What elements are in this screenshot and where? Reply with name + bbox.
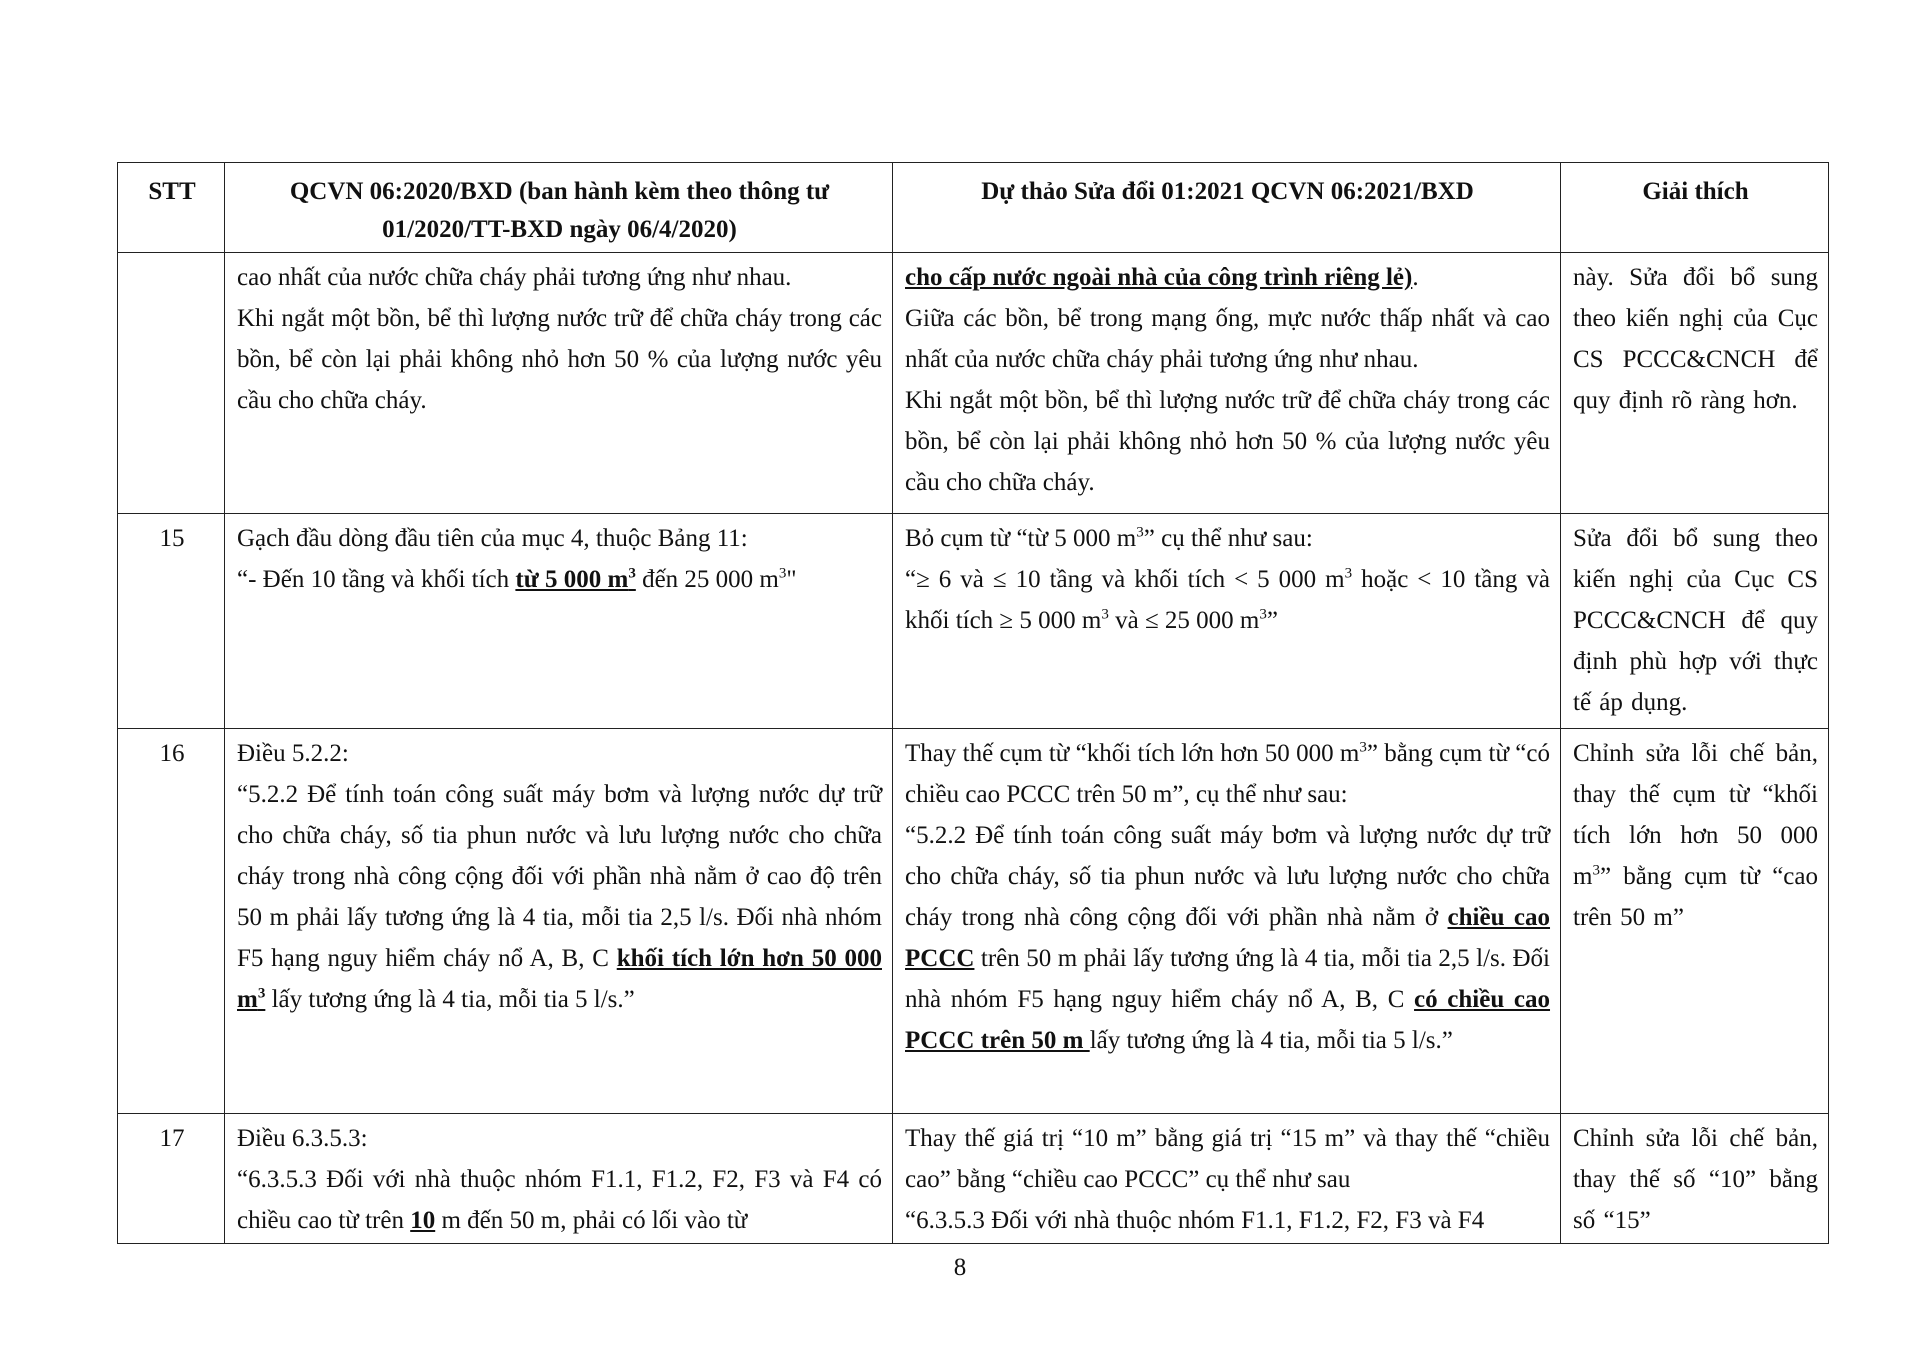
text-run: “≥ 6 và ≤ 10 tầng và khối tích < 5 000 m — [905, 566, 1345, 593]
text-run: lấy tương ứng là 4 tia, mỗi tia 5 l/s.” — [1089, 1027, 1453, 1054]
text-run: và ≤ 25 000 m — [1108, 607, 1260, 634]
text-run: Chỉnh sửa lỗi chế bản, thay thế cụm từ “khối tích lớn hơn 50 000 m — [1573, 740, 1818, 890]
cell-new — [893, 514, 1561, 729]
text-paragraph — [905, 815, 1550, 1061]
cell-old — [225, 729, 893, 1114]
text-run: lấy tương ứng là 4 tia, mỗi tia 5 l/s.” — [265, 986, 635, 1013]
table-header-row — [118, 163, 1829, 253]
underlined-text: cho cấp nước ngoài nhà của công trình riêng lẻ) — [905, 264, 1413, 291]
cell-new — [893, 1114, 1561, 1244]
text-run: “5.2.2 Để tính toán công suất máy bơm và lượng nước dự trữ cho chữa cháy, số tia phun nước và lưu lượng nước cho chữa cháy trong nhà công cộng đối với phần nhà nằm ở — [905, 822, 1550, 931]
superscript: 3 — [628, 565, 636, 582]
superscript: 3 — [1136, 524, 1144, 541]
text-paragraph — [237, 1159, 882, 1241]
text-paragraph — [905, 518, 1550, 559]
text-run: “6.3.5.3 Đối với nhà thuộc nhóm F1.1, F1.2, F2, F3 và F4 có chiều cao từ trên — [237, 1166, 882, 1234]
cell-stt: 16 — [118, 729, 225, 1114]
text-run: “5.2.2 Để tính toán công suất máy bơm và lượng nước dự trữ cho chữa cháy, số tia phun nước và lưu lượng nước cho chữa cháy trong nhà công cộng đối với phần nhà nằm ở cao độ trên 50 m phải lấy tương ứng là 4 tia, mỗi tia 2,5 l/s. Đối nhà nhóm F5 hạng nguy hiểm cháy nổ A, B, C — [237, 781, 882, 972]
cell-explanation: Chỉnh sửa lỗi chế bản, thay thế số “10” bằng số “15” — [1561, 1114, 1829, 1244]
text-run: đến 25 000 m — [635, 566, 779, 593]
page-number: 8 — [953, 1254, 967, 1281]
text-run: ” — [1266, 607, 1278, 634]
underlined-text: chiều cao PCCC — [905, 904, 1551, 972]
text-run: trên 50 m phải lấy tương ứng là 4 tia, mỗi tia 2,5 l/s. Đối nhà nhóm F5 hạng nguy hiểm cháy nổ A, B, C — [905, 945, 1550, 1013]
text-run: Thay thế cụm từ “khối tích lớn hơn 50 000 m — [905, 740, 1360, 767]
text-run: Bỏ cụm từ “từ 5 000 m — [905, 525, 1137, 552]
cell-old — [225, 1114, 893, 1244]
header-draft-amendment: Dự thảo Sửa đổi 01:2021 QCVN 06:2021/BXD — [893, 163, 1561, 253]
text-run: “- Đến 10 tầng và khối tích — [237, 566, 516, 593]
text-paragraph — [237, 559, 882, 600]
superscript: 3 — [1101, 606, 1109, 623]
cell-stt — [118, 253, 225, 514]
text-paragraph — [905, 733, 1550, 815]
text-paragraph: Thay thế giá trị “10 m” bằng giá trị “15 m” và thay thế “chiều cao” bằng “chiều cao PCCC” cụ thể như sau — [905, 1125, 1550, 1193]
text-run: . — [1412, 264, 1419, 291]
text-paragraph: Điều 6.3.5.3: — [237, 1125, 368, 1152]
cell-explanation — [1561, 729, 1829, 1114]
cell-old — [225, 253, 893, 514]
text-paragraph: Khi ngắt một bồn, bể thì lượng nước trữ để chữa cháy trong các bồn, bể còn lại phải không nhỏ hơn 50 % của lượng nước yêu cầu cho chữa cháy. — [237, 305, 882, 414]
superscript: 3 — [1259, 606, 1267, 623]
superscript: 3 — [1359, 739, 1367, 756]
cell-new — [893, 729, 1561, 1114]
cell-old — [225, 514, 893, 729]
table-row — [118, 729, 1829, 1114]
cell-new — [893, 253, 1561, 514]
text-paragraph: Gạch đầu dòng đầu tiên của mục 4, thuộc Bảng 11: — [237, 525, 748, 552]
underlined-text: có chiều cao PCCC trên 50 m — [905, 986, 1551, 1054]
cell-explanation: Sửa đổi bổ sung theo kiến nghị của Cục CS PCCC&CNCH để quy định phù hợp với thực tế áp dụng. — [1561, 514, 1829, 729]
text-paragraph: “6.3.5.3 Đối với nhà thuộc nhóm F1.1, F1.2, F2, F3 và F4 — [905, 1207, 1485, 1234]
table-row — [118, 253, 1829, 514]
text-run: hoặc < 10 tầng và khối tích ≥ 5 000 m — [905, 566, 1550, 634]
text-run: m đến 50 m, phải có lối vào từ — [435, 1207, 748, 1234]
text-run: ” bằng cụm từ “cao trên 50 m” — [1573, 863, 1818, 931]
document-page — [117, 162, 1826, 1244]
superscript: 3 — [1592, 862, 1600, 879]
cell-stt: 17 — [118, 1114, 225, 1244]
text-run: từ 5 000 m — [515, 566, 629, 593]
superscript: 3 — [257, 985, 266, 1002]
cell-explanation: này. Sửa đổi bổ sung theo kiến nghị của Cục CS PCCC&CNCH để quy định rõ ràng hơn. — [1561, 253, 1829, 514]
table-row — [118, 514, 1829, 729]
table-row — [118, 1114, 1829, 1244]
text-paragraph — [237, 774, 882, 1020]
text-paragraph — [905, 559, 1550, 641]
superscript: 3 — [778, 565, 787, 582]
text-paragraph: Khi ngắt một bồn, bể thì lượng nước trữ để chữa cháy trong các bồn, bể còn lại phải không nhỏ hơn 50 % của lượng nước yêu cầu cho chữa cháy. — [905, 387, 1550, 496]
text-run: khối tích lớn hơn 50 000 m — [237, 945, 882, 1013]
cell-stt: 15 — [118, 514, 225, 729]
underlined-text: 10 — [410, 1207, 436, 1234]
header-stt: STT — [118, 163, 225, 253]
header-old-regulation: QCVN 06:2020/BXD (ban hành kèm theo thông tư 01/2020/TT-BXD ngày 06/4/2020) — [225, 163, 893, 253]
superscript: 3 — [1344, 565, 1353, 582]
text-run: " — [786, 566, 797, 593]
underlined-text — [515, 566, 635, 593]
text-run: ” bằng cụm từ “có chiều cao PCCC trên 50 m”, cụ thể như sau: — [905, 740, 1550, 808]
text-paragraph: cao nhất của nước chữa cháy phải tương ứng như nhau. — [237, 264, 792, 291]
header-explanation: Giải thích — [1561, 163, 1829, 253]
text-run: ” cụ thể như sau: — [1143, 525, 1313, 552]
text-paragraph — [905, 257, 1550, 298]
text-paragraph: Giữa các bồn, bể trong mạng ống, mực nước thấp nhất và cao nhất của nước chữa cháy phải tương ứng như nhau. — [905, 305, 1550, 373]
comparison-table — [117, 162, 1829, 1244]
text-paragraph: Điều 5.2.2: — [237, 740, 349, 767]
